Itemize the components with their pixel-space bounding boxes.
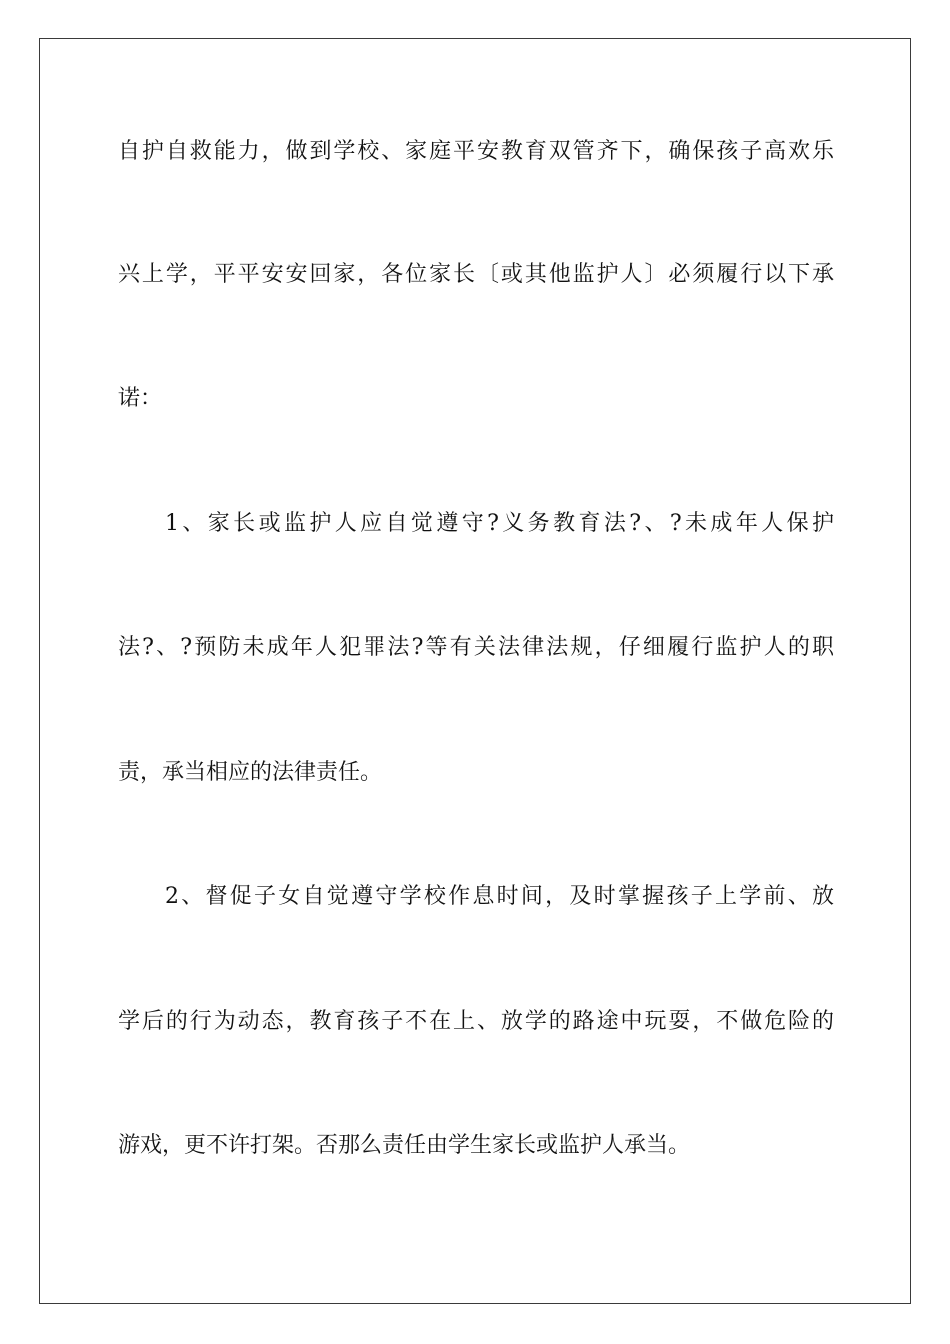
paragraph-2-line-2: 学后的行为动态，教育孩子不在上、放学的路途中玩耍，不做危险的	[118, 1009, 834, 1034]
paragraph-1-line-1: 1、家长或监护人应自觉遵守?义务教育法?、?未成年人保护	[165, 511, 834, 536]
paragraph-2-line-1: 2、督促子女自觉遵守学校作息时间，及时掌握孩子上学前、放	[165, 884, 834, 909]
paragraph-2-line-3: 游戏，更不许打架。否那么责任由学生家长或监护人承当。	[118, 1133, 691, 1158]
text-line-1: 自护自救能力，做到学校、家庭平安教育双管齐下，确保孩子高欢乐	[118, 139, 834, 164]
text-line-2: 兴上学，平平安安回家，各位家长〔或其他监护人〕必须履行以下承	[118, 262, 834, 287]
paragraph-1-line-3: 责，承当相应的法律责任。	[118, 760, 383, 785]
page-border	[39, 38, 911, 1304]
text-line-3: 诺：	[118, 386, 163, 411]
paragraph-1-line-2: 法?、?预防未成年人犯罪法?等有关法律法规，仔细履行监护人的职	[118, 635, 834, 660]
